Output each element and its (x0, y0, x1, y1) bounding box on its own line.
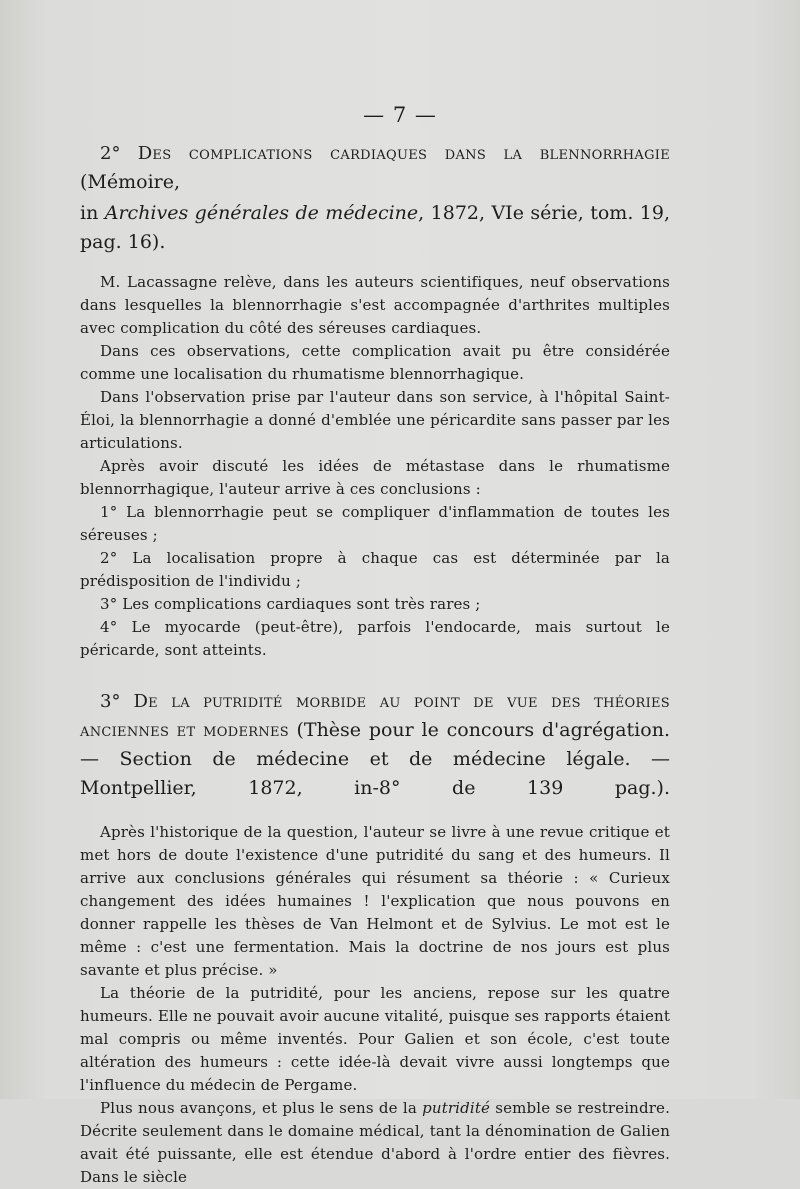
section-2-citation-post: , 1872, VIe série, tom. 19, pag. 16). (80, 202, 671, 253)
page-number: — 7 — (363, 103, 437, 127)
section-2-paragraph: Après avoir discuté les idées de métastase dans le rhumatisme blennorrhagique, l'auteur arrive à ces conclusions : (80, 457, 670, 498)
section-2-number: 2° (100, 143, 121, 164)
section-3-heading (80, 688, 670, 803)
last-paragraph-start: Plus nous avançons, et plus le sens de la (100, 1099, 423, 1117)
section-2-citation-pre: in (80, 202, 105, 224)
conclusion-item: 4° Le myocarde (peut-être), parfois l'endocarde, mais surtout le péricarde, sont atteints. (80, 618, 670, 659)
conclusion-item: 2° La localisation propre à chaque cas est déterminée par la prédisposition de l'individu ; (80, 549, 670, 590)
section-2-title-rest: (Mémoire, (80, 171, 181, 193)
section-2-paragraph: M. Lacassagne relève, dans les auteurs scientifiques, neuf observations dans lesquelles la blennorrhagie s'est accompagnée d'arthrites multiples avec complication du côté des séreuses cardiaques. (80, 273, 670, 337)
putridite-italic: putridité (422, 1099, 491, 1117)
section-2-title: Des complications cardiaques dans la blennorrhagie (137, 143, 670, 164)
section-3-number: 3° (100, 691, 121, 712)
section-3-paragraph-last (80, 1097, 670, 1189)
section-3-paragraph: Après l'historique de la question, l'auteur se livre à une revue critique et met hors de doute l'existence d'une putridité du sang et des humeurs. Il arrive aux conclusions générales qui résument sa théorie : « Curieux changement des idées humaines ! l'explication que nous pouvons en donner rappelle les thèses de Van Helmont et de Sylvius. Le mot est le même : c'est une fermentation. Mais la doctrine de nos jours est plus savante et plus précise. » (80, 823, 670, 979)
section-2-paragraph: Dans l'observation prise par l'auteur dans son service, à l'hôpital Saint-Éloi, la blennorrhagie a donné d'emblée une péricardite sans passer par les articulations. (80, 388, 670, 452)
conclusion-item: 3° Les complications cardiaques sont très rares ; (100, 595, 481, 613)
section-3-title: De la putridité morbide au point de vue des théories anciennes (80, 691, 670, 741)
section-2-journal: Archives générales de médecine (104, 202, 419, 224)
section-3-title-cont: et modernes (176, 720, 290, 741)
conclusion-item: 1° La blennorrhagie peut se compliquer d'inflammation de toutes les séreuses ; (80, 503, 670, 544)
page-content (80, 140, 670, 1189)
last-paragraph-end: semble se restreindre. Décrite seulement dans le domaine médical, tant la dénomination de Galien avait été puissante, elle est étendue d'abord à l'ordre entier des fièvres. Dans le siècle (80, 1099, 670, 1186)
section-3-thesis-details: (Thèse pour le concours d'agrégation. — Section de médecine et de médecine légale. — Montpellier, 1872, in-8° de 139 pag.). (80, 719, 670, 799)
section-3-paragraph: La théorie de la putridité, pour les anciens, repose sur les quatre humeurs. Elle ne pouvait avoir aucune vitalité, puisque ses rapports étaient mal compris ou même inventés. Pour Galien et son école, c'est toute altération des humeurs : cette idée-là devait vivre aussi longtemps que l'influence du médecin de Pergame. (80, 984, 670, 1094)
section-2-paragraph: Dans ces observations, cette complication avait pu être considérée comme une localisation du rhumatisme blennorrhagique. (80, 342, 670, 383)
section-2-heading (80, 140, 670, 197)
section-2-citation (80, 199, 670, 257)
